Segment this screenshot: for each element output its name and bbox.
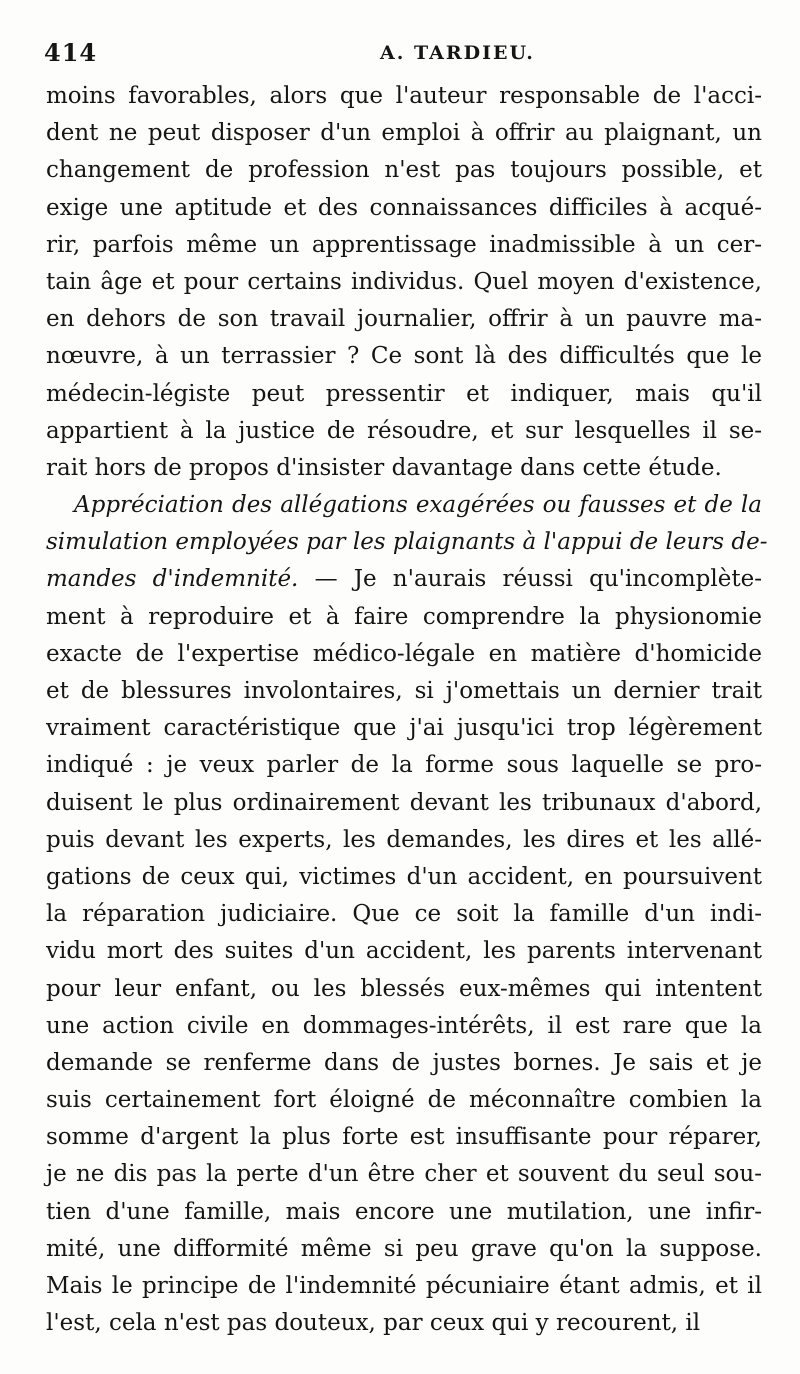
text-line: appartient à la justice de résoudre, et sur lesquelles il se-: [46, 417, 762, 444]
body-text: [46, 78, 768, 1342]
text-line: rait hors de propos d'insister davantage dans cette étude.: [46, 454, 722, 481]
text-line: [46, 561, 762, 598]
text-line: moins favorables, alors que l'auteur responsable de l'acci-: [46, 83, 762, 109]
text-line: mité, une difformité même si peu grave qu'on la suppose.: [46, 1235, 762, 1262]
section-heading-line: Appréciation des allégations exagérées ou fausses et de la: [74, 492, 762, 519]
text-line: suis certainement fort éloigné de méconnaître combien la: [46, 1087, 762, 1114]
text-line: médecin-légiste peut pressentir et indiquer, mais qu'il: [46, 380, 762, 407]
text-line: indiqué : je veux parler de la forme sous laquelle se pro-: [46, 752, 762, 779]
text-line: rir, parfois même un apprentissage inadmissible à un cer-: [46, 231, 762, 258]
text-line: gations de ceux qui, victimes d'un accident, en poursuivent: [46, 863, 762, 890]
text-line: en dehors de son travail journalier, offrir à un pauvre ma-: [46, 306, 762, 333]
text-line: tain âge et pour certains individus. Quel moyen d'existence,: [46, 268, 762, 295]
text-line: changement de profession n'est pas toujours possible, et: [46, 157, 762, 184]
text-line: vraiment caractéristique que j'ai jusqu'ici trop légèrement: [46, 715, 762, 742]
section-heading-end: mandes d'indemnité.: [46, 566, 299, 593]
text-line: pour leur enfant, ou les blessés eux-mêmes qui intentent: [46, 975, 762, 1002]
page-number: 414: [44, 38, 98, 67]
text-line: somme d'argent la plus forte est insuffisante pour réparer,: [46, 1124, 762, 1151]
text-line: duisent le plus ordinairement devant les tribunaux d'abord,: [46, 789, 762, 816]
text-line: une action civile en dommages-intérêts, il est rare que la: [46, 1012, 762, 1039]
running-head: A. TARDIEU.: [380, 42, 535, 64]
text-line: puis devant les experts, les demandes, les dires et les allé-: [46, 826, 762, 853]
text-line: demande se renferme dans de justes bornes. Je sais et je: [46, 1049, 762, 1076]
text-line: nœuvre, à un terrassier ? Ce sont là des difficultés que le: [46, 343, 762, 370]
text-line: l'est, cela n'est pas douteux, par ceux qui y recourent, il: [46, 1310, 701, 1337]
text-line: exige une aptitude et des connaissances difficiles à acqué-: [46, 194, 762, 221]
text-line: Mais le principe de l'indemnité pécuniaire étant admis, et il: [46, 1273, 762, 1299]
text-line: et de blessures involontaires, si j'omettais un dernier trait: [46, 678, 762, 704]
paragraph-2: [46, 487, 768, 1342]
paragraph-1: [46, 78, 762, 487]
section-heading-line: simulation employées par les plaignants à l'appui de leurs de-: [46, 529, 768, 556]
text-after-heading: — Je n'aurais réussi qu'incomplète-: [298, 566, 762, 593]
page-header: [44, 38, 760, 70]
text-line: exacte de l'expertise médico-légale en matière d'homicide: [46, 640, 762, 667]
text-line: ment à reproduire et à faire comprendre la physionomie: [46, 603, 762, 630]
text-line: dent ne peut disposer d'un emploi à offrir au plaignant, un: [46, 120, 762, 147]
text-line: vidu mort des suites d'un accident, les parents intervenant: [46, 938, 762, 965]
text-line: je ne dis pas la perte d'un être cher et souvent du seul sou-: [46, 1161, 762, 1188]
text-line: la réparation judiciaire. Que ce soit la famille d'un indi-: [46, 901, 762, 928]
text-line: tien d'une famille, mais encore une mutilation, une infir-: [46, 1198, 762, 1225]
